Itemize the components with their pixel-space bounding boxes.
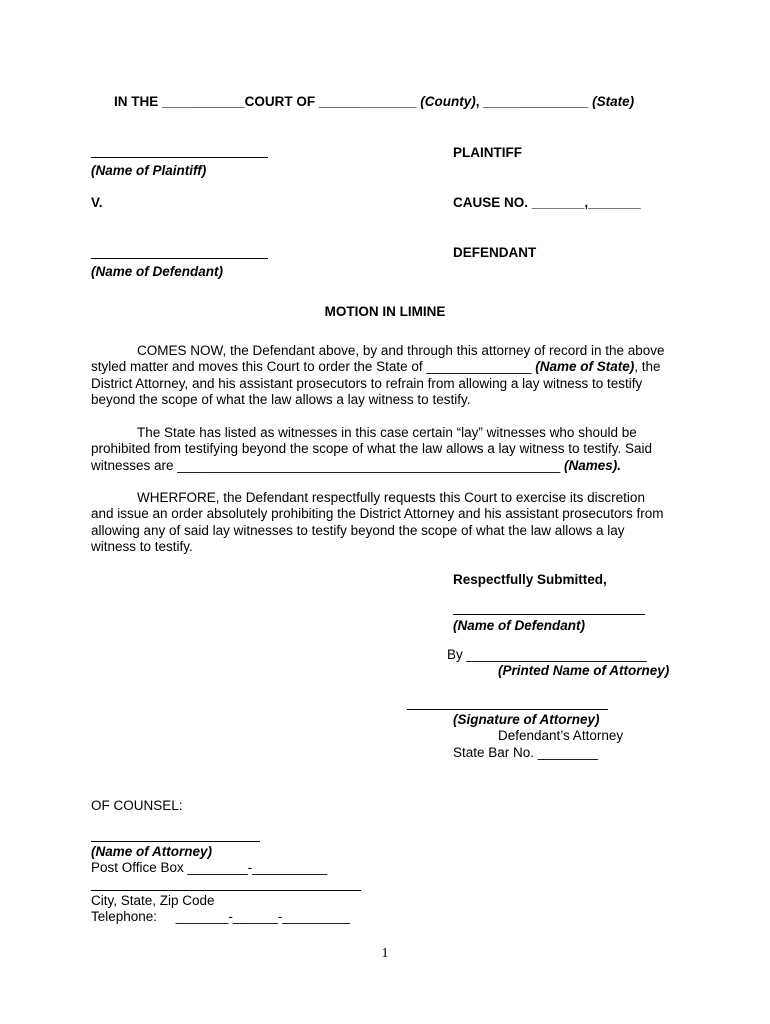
state-blank: ______________ — [483, 94, 589, 109]
caption-prefix: IN THE — [114, 94, 159, 109]
state-label: (State) — [592, 94, 635, 109]
cause-number: CAUSE NO. _______,_______ — [453, 195, 641, 210]
defendant-signature-line — [453, 614, 645, 615]
defendant-heading: DEFENDANT — [453, 245, 537, 260]
paragraph-line: District Attorney, and his assistant prosecutors to refrain from allowing a lay witness to testify — [91, 375, 643, 391]
document-title: MOTION IN LIMINE — [324, 304, 446, 319]
paragraph-line: prohibited from testifying beyond the scope of what the law allows a lay witness to testify. Said — [91, 441, 653, 457]
plaintiff-name-line — [91, 157, 268, 158]
caption-comma: , — [475, 94, 480, 109]
paragraph-line: COMES NOW, the Defendant above, by and through this attorney of record in the above — [137, 343, 665, 358]
plaintiff-heading: PLAINTIFF — [453, 145, 522, 160]
paragraph-text: , the — [634, 359, 661, 375]
paragraph-line: allowing any of said lay witnesses to testify beyond the scope of what the law allows a lay — [91, 522, 625, 538]
counsel-name-line — [91, 841, 260, 842]
court-blank: ___________ — [162, 94, 245, 109]
page-number: 1 — [381, 946, 389, 961]
versus-label: V. — [91, 195, 103, 210]
defendants-attorney-label: Defendant’s Attorney — [498, 728, 624, 743]
telephone: Telephone: _______-______-_________ — [91, 909, 350, 924]
paragraph-1 — [91, 343, 681, 409]
paragraph-line: and issue an order absolutely prohibiting the District Attorney and his assistant prosecutors from — [91, 506, 664, 522]
by-attorney-line: By ________________________ — [447, 647, 647, 662]
paragraph-3 — [91, 490, 681, 556]
paragraph-line — [91, 458, 681, 474]
attorney-signature-line — [407, 709, 608, 710]
paragraph-line: The State has listed as witnesses in this case certain “lay” witnesses who should be — [137, 425, 637, 440]
defendant-name-line — [91, 258, 268, 259]
city-line — [91, 890, 361, 891]
defendant-name-label: (Name of Defendant) — [91, 264, 224, 279]
paragraph-text: witnesses are ___________________________________________________ — [91, 457, 564, 473]
city-state-zip: City, State, Zip Code — [91, 893, 215, 908]
paragraph-line — [91, 359, 681, 375]
of-counsel-heading: OF COUNSEL: — [91, 798, 183, 813]
court-of: COURT OF — [244, 94, 316, 109]
name-of-state-label: (Name of State) — [535, 359, 635, 375]
post-office-box: Post Office Box ________-__________ — [91, 860, 328, 875]
names-label: (Names) — [563, 457, 618, 473]
printed-name-label: (Printed Name of Attorney) — [498, 663, 670, 678]
court-caption — [114, 94, 634, 110]
respectfully-submitted: Respectfully Submitted, — [453, 572, 607, 587]
county-label: (County) — [420, 94, 476, 109]
paragraph-2 — [91, 425, 681, 474]
county-blank: _____________ — [318, 94, 417, 109]
state-bar-number: State Bar No. ________ — [453, 745, 598, 760]
paragraph-text: styled matter and moves this Court to order the State of ______________ — [91, 359, 536, 375]
paragraph-line: beyond the scope of what the law allows a lay witness to testify. — [91, 392, 471, 408]
counsel-name-label: (Name of Attorney) — [91, 844, 213, 859]
paragraph-line: WHERFORE, the Defendant respectfully requests this Court to exercise its discretion — [137, 490, 645, 505]
paragraph-text: . — [617, 457, 621, 473]
signature-defendant-label: (Name of Defendant) — [453, 618, 586, 633]
paragraph-line: witness to testify. — [91, 539, 193, 555]
signature-of-attorney-label: (Signature of Attorney) — [453, 712, 600, 727]
plaintiff-name-label: (Name of Plaintiff) — [91, 163, 207, 178]
